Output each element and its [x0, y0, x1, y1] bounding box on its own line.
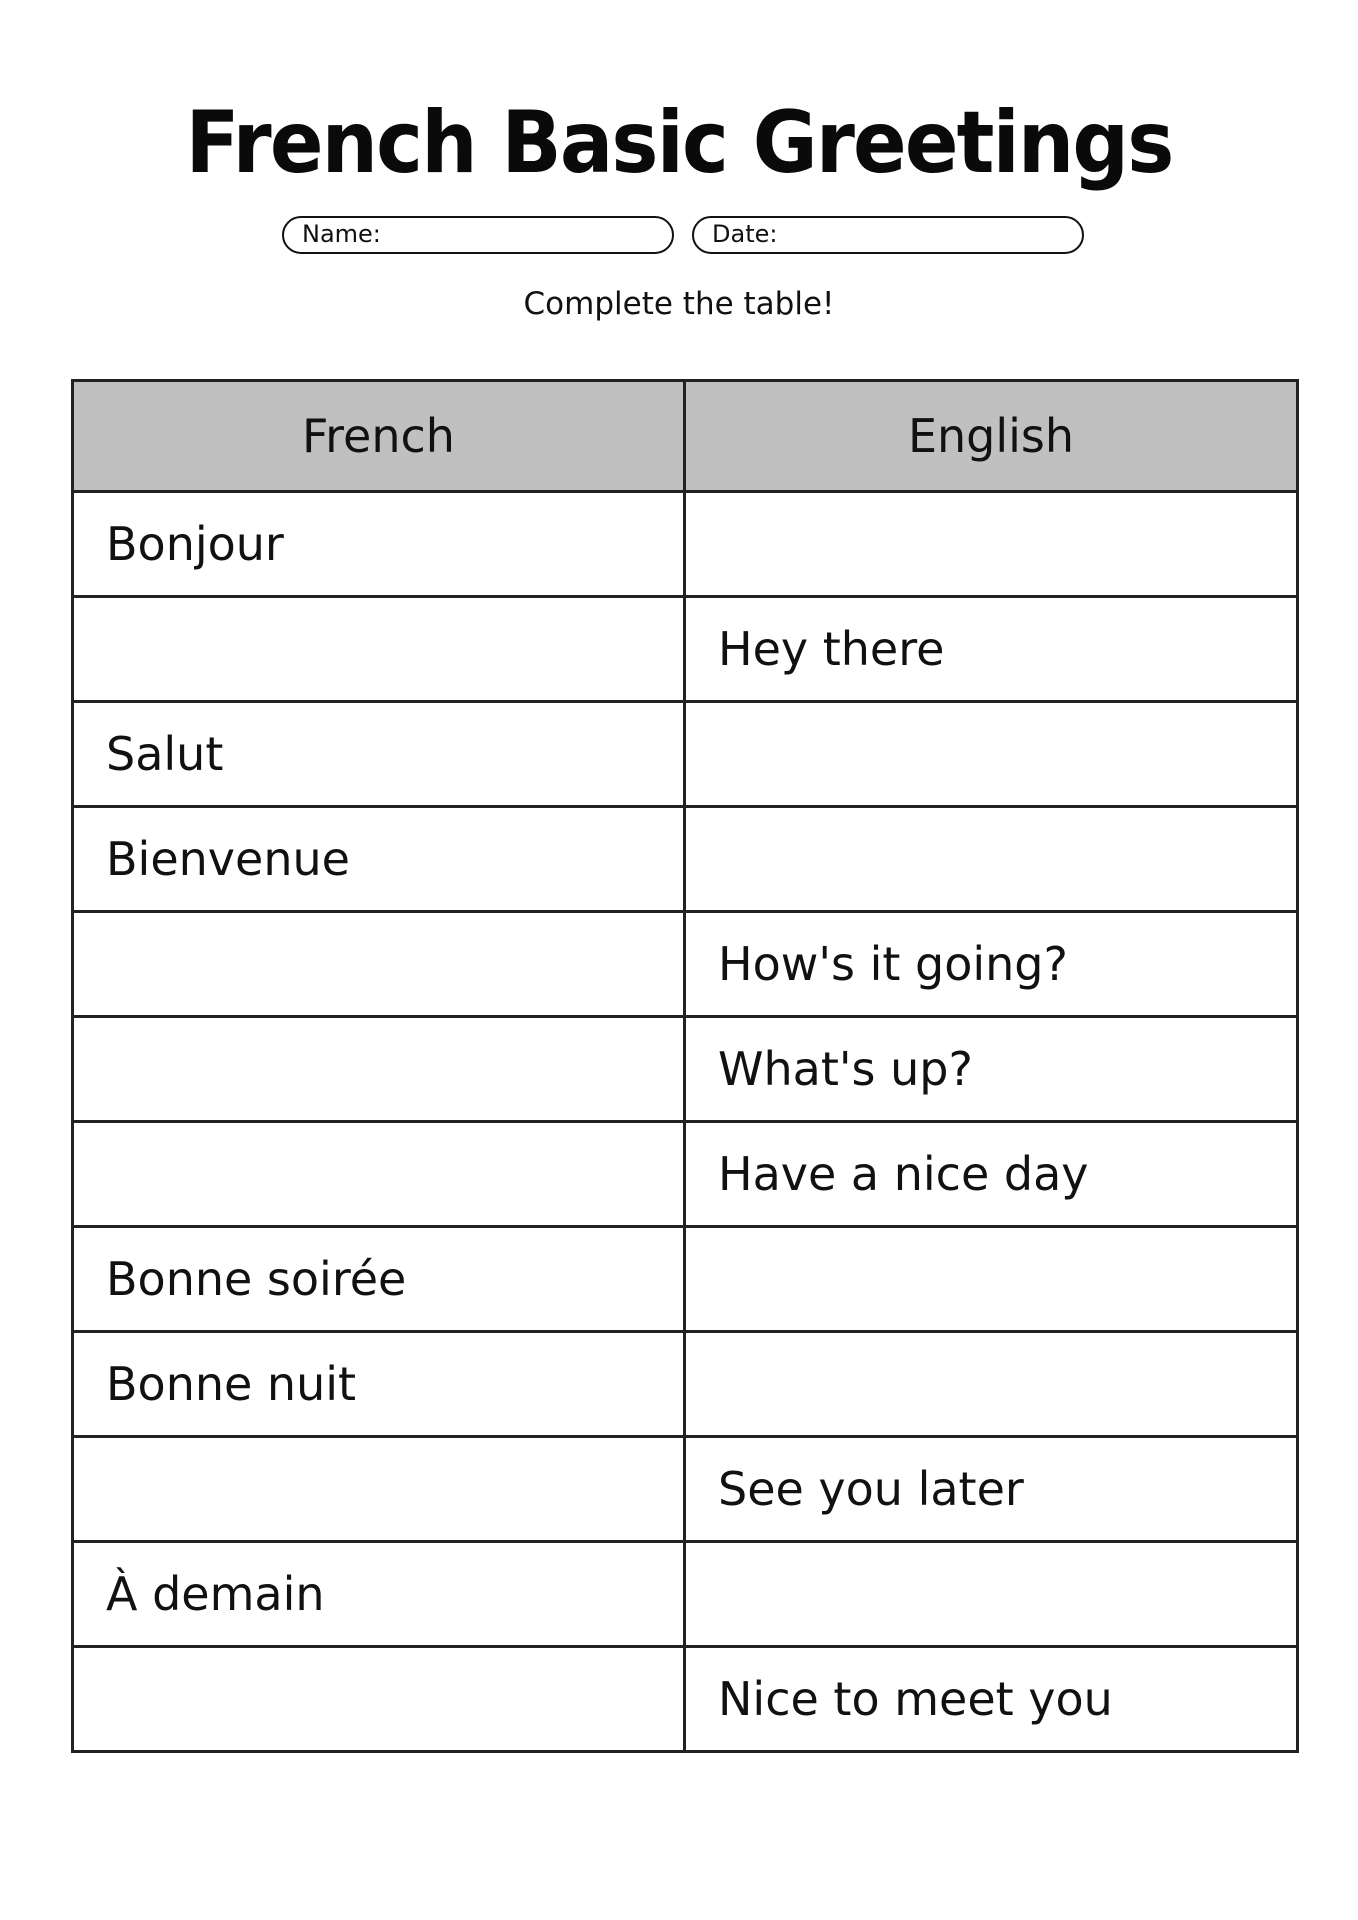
- english-cell[interactable]: See you later: [685, 1437, 1298, 1542]
- english-cell[interactable]: What's up?: [685, 1017, 1298, 1122]
- name-field-label: Name:: [302, 220, 381, 248]
- french-cell[interactable]: [73, 1122, 685, 1227]
- english-cell[interactable]: Hey there: [685, 597, 1298, 702]
- french-cell[interactable]: Bonne nuit: [73, 1332, 685, 1437]
- english-cell[interactable]: How's it going?: [685, 912, 1298, 1017]
- french-cell[interactable]: [73, 597, 685, 702]
- french-cell[interactable]: [73, 1647, 685, 1752]
- english-cell[interactable]: [685, 807, 1298, 912]
- french-cell[interactable]: Bonne soirée: [73, 1227, 685, 1332]
- table-row: [73, 1542, 1298, 1647]
- french-cell[interactable]: À demain: [73, 1542, 685, 1647]
- table-row: [73, 597, 1298, 702]
- english-cell[interactable]: [685, 1332, 1298, 1437]
- greetings-table: [71, 379, 1299, 1753]
- french-cell[interactable]: Salut: [73, 702, 685, 807]
- name-field[interactable]: [282, 216, 674, 254]
- table-row: [73, 1227, 1298, 1332]
- english-cell[interactable]: [685, 702, 1298, 807]
- english-cell[interactable]: [685, 1227, 1298, 1332]
- french-cell[interactable]: [73, 1437, 685, 1542]
- french-cell[interactable]: [73, 912, 685, 1017]
- header-french: French: [73, 381, 685, 492]
- table-row: [73, 807, 1298, 912]
- french-cell[interactable]: Bienvenue: [73, 807, 685, 912]
- table-header-row: [73, 381, 1298, 492]
- table-row: [73, 1437, 1298, 1542]
- table-row: [73, 1122, 1298, 1227]
- english-cell[interactable]: [685, 492, 1298, 597]
- table-row: [73, 702, 1298, 807]
- table-row: [73, 1332, 1298, 1437]
- english-cell[interactable]: Have a nice day: [685, 1122, 1298, 1227]
- table-row: [73, 1017, 1298, 1122]
- date-field[interactable]: [692, 216, 1084, 254]
- table-row: [73, 1647, 1298, 1752]
- instruction-text: Complete the table!: [523, 286, 835, 322]
- table-row: [73, 912, 1298, 1017]
- worksheet-title: French Basic Greetings: [185, 93, 1173, 193]
- english-cell[interactable]: [685, 1542, 1298, 1647]
- english-cell[interactable]: Nice to meet you: [685, 1647, 1298, 1752]
- french-cell[interactable]: [73, 1017, 685, 1122]
- french-cell[interactable]: Bonjour: [73, 492, 685, 597]
- date-field-label: Date:: [712, 220, 778, 248]
- table-row: [73, 492, 1298, 597]
- header-english: English: [685, 381, 1298, 492]
